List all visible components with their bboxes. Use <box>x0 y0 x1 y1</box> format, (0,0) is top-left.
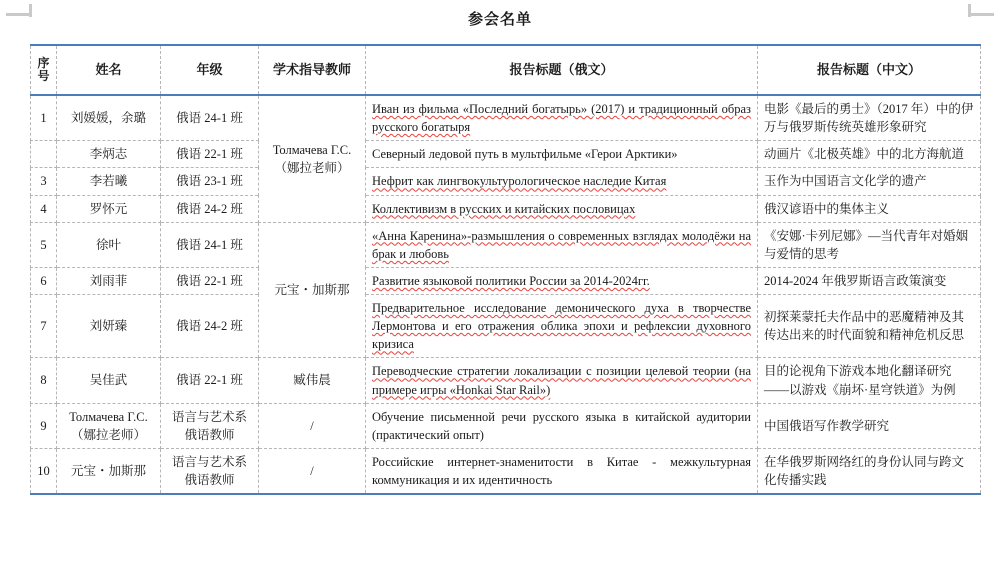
cell-grade: 语言与艺术系俄语教师 <box>161 403 259 448</box>
cell-mentor: / <box>259 448 366 494</box>
cell-mentor: 臧伟晨 <box>259 358 366 403</box>
cell-title-ru: Предварительное исследование демонического духа в творчестве Лермонтова и его отражения облика эпохи и рефлексии духовного кризиса <box>372 301 751 352</box>
cell-title-zh: 电影《最后的勇士》（2017 年）中的伊万与俄罗斯传统英雄形象研究 <box>758 95 981 141</box>
column-header-title-ru: 报告标题（俄文） <box>366 45 758 95</box>
table-body <box>31 95 981 494</box>
cell-title-ru: Иван из фильма «Последний богатырь» (2017) и традиционный образ русского богатыря <box>372 102 751 135</box>
table-row <box>31 95 981 141</box>
cell-name: 罗怀元 <box>57 195 161 222</box>
column-header-no: 序号 <box>31 45 57 95</box>
cell-title-zh: 俄汉谚语中的集体主义 <box>758 195 981 222</box>
cell-name: 刘雨菲 <box>57 267 161 294</box>
cell-no: 6 <box>31 267 57 294</box>
table-row <box>31 141 981 168</box>
table-row <box>31 267 981 294</box>
roster-table-container <box>30 44 980 495</box>
cell-title-ru: «Анна Каренина»-размышления о современных взглядах молодёжи на брак и любовь <box>372 228 751 261</box>
cell-title-zh: 在华俄罗斯网络红的身份认同与跨文化传播实践 <box>758 448 981 494</box>
cell-mentor: / <box>259 403 366 448</box>
cell-title-zh: 2014-2024 年俄罗斯语言政策演变 <box>758 267 981 294</box>
table-row <box>31 222 981 267</box>
header-row <box>31 45 981 95</box>
column-header-mentor: 学术指导教师 <box>259 45 366 95</box>
column-header-name: 姓名 <box>57 45 161 95</box>
cell-title-ru: Коллективизм в русских и китайских пословицах <box>372 201 636 216</box>
cell-name: Толмачева Г.С.（娜拉老师） <box>57 403 161 448</box>
cell-title-ru: Обучение письменной речи русского языка в китайской аудитории (практический опыт) <box>372 409 751 442</box>
cell-no: 9 <box>31 403 57 448</box>
roster-table <box>30 44 981 495</box>
cell-grade: 俄语 22-1 班 <box>161 267 259 294</box>
cell-mentor: 元宝・加斯那 <box>259 222 366 358</box>
cell-title-zh: 《安娜·卡列尼娜》—当代青年对婚姻与爱情的思考 <box>758 222 981 267</box>
cell-no: 7 <box>31 295 57 358</box>
table-row <box>31 295 981 358</box>
cell-grade: 俄语 24-2 班 <box>161 195 259 222</box>
cell-title-zh: 初探莱蒙托夫作品中的恶魔精神及其传达出来的时代面貌和精神危机反思 <box>758 295 981 358</box>
column-header-grade: 年级 <box>161 45 259 95</box>
cell-grade: 俄语 24-2 班 <box>161 295 259 358</box>
cell-no: 8 <box>31 358 57 403</box>
cell-grade: 俄语 22-1 班 <box>161 358 259 403</box>
cell-grade: 语言与艺术系俄语教师 <box>161 448 259 494</box>
cell-no: 10 <box>31 448 57 494</box>
cell-title-ru: Российские интернет-знаменитости в Китае - межкультурная коммуникация и их идентичность <box>372 454 751 487</box>
cell-name: 刘媛媛，余璐 <box>57 95 161 141</box>
cell-title-zh: 动画片《北极英雄》中的北方海航道 <box>758 141 981 168</box>
cell-title-ru: Переводческие стратегии локализации с позиции целевой теории (на примере игры «Honkai Star Rail») <box>372 364 751 397</box>
cell-name: 李若曦 <box>57 168 161 195</box>
cell-grade: 俄语 24-1 班 <box>161 95 259 141</box>
page-title: 参会名单 <box>467 11 532 28</box>
table-header <box>31 45 981 95</box>
cell-title-ru: Северный ледовой путь в мультфильме «Герои Арктики» <box>372 147 678 162</box>
cell-no: 3 <box>31 168 57 195</box>
cell-title-zh: 中国俄语写作教学研究 <box>758 403 981 448</box>
cell-name: 元宝・加斯那 <box>57 448 161 494</box>
cell-no: 4 <box>31 195 57 222</box>
cell-grade: 俄语 22-1 班 <box>161 141 259 168</box>
cell-name: 徐叶 <box>57 222 161 267</box>
cell-name: 刘妍臻 <box>57 295 161 358</box>
table-row <box>31 358 981 403</box>
cell-no: 1 <box>31 95 57 141</box>
cell-title-zh: 玉作为中国语言文化学的遗产 <box>758 168 981 195</box>
cell-no: 5 <box>31 222 57 267</box>
cell-name: 吴佳武 <box>57 358 161 403</box>
cell-grade: 俄语 23-1 班 <box>161 168 259 195</box>
cell-name: 李炳志 <box>57 141 161 168</box>
cell-title-ru: Развитие языковой политики России за 2014-2024гг. <box>372 273 650 288</box>
column-header-title-zh: 报告标题（中文） <box>758 45 981 95</box>
cell-title-ru: Нефрит как лингвокультурологическое наследие Китая <box>372 174 667 189</box>
cell-grade: 俄语 24-1 班 <box>161 222 259 267</box>
table-row <box>31 195 981 222</box>
cell-title-zh: 目的论视角下游戏本地化翻译研究——以游戏《崩坏·星穹铁道》为例 <box>758 358 981 403</box>
table-row <box>31 448 981 494</box>
table-row <box>31 403 981 448</box>
cell-no <box>31 141 57 168</box>
table-row <box>31 168 981 195</box>
cell-mentor: Толмачева Г.С.（娜拉老师） <box>259 95 366 222</box>
